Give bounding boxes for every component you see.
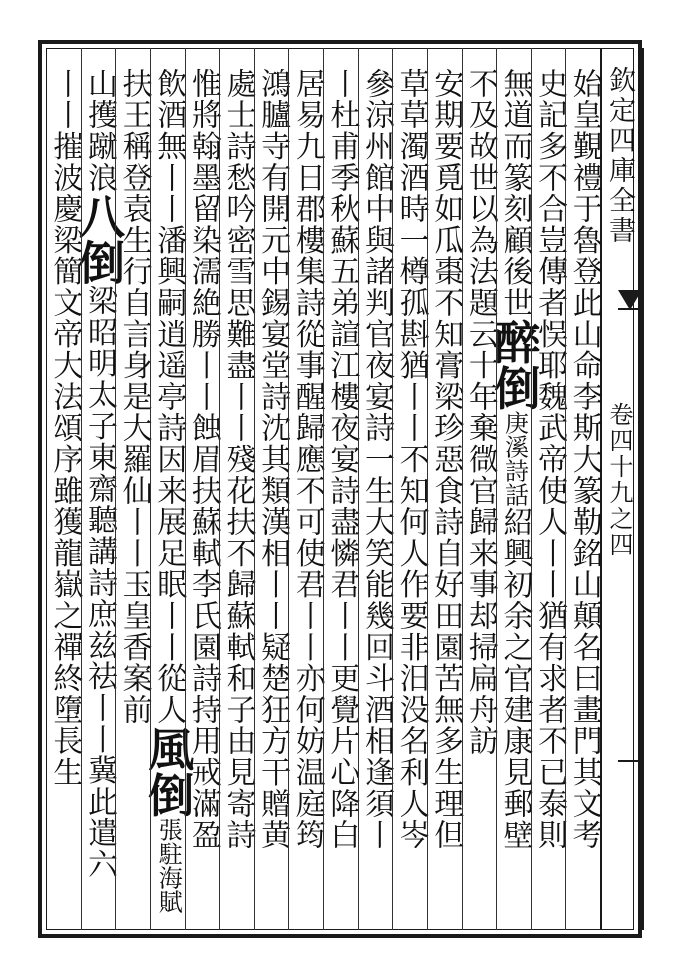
- column-divider: [323, 48, 324, 930]
- column-divider: [427, 48, 428, 930]
- margin-tick: [618, 760, 642, 762]
- text-segment: 史記多不合豈傳者悮耶魏武帝使人丨丨猶有求者不已泰則: [532, 68, 568, 851]
- column-divider: [565, 48, 566, 930]
- column-divider: [219, 48, 220, 930]
- text-segment: 始皇覲禮于魯登此山命李斯大篆勒銘山顛名曰畫門其文考: [566, 68, 602, 851]
- column-divider: [531, 48, 532, 930]
- text-segment: 飲酒無丨丨潘興嗣逍遥亭詩因来展足眠丨丨從人: [151, 68, 187, 726]
- text-segment: 丨杜甫季秋蘇五弟諠江樓夜宴詩盡憐君丨丨更覺片心降白: [324, 68, 360, 851]
- text-segment: 鴻臚寺有開元中錫宴堂詩沈其類漢相丨丨疑楚狂方干贈黄: [255, 68, 291, 851]
- text-segment: 紹興初余之官建康見郵壁: [497, 506, 533, 851]
- text-segment: 梁昭明太子東齋聽講詩庶兹祛丨丨冀此遣六: [81, 285, 117, 880]
- column-divider: [392, 48, 393, 930]
- column-divider: [150, 48, 151, 930]
- text-segment: 山擭蹴浪: [81, 68, 117, 194]
- text-segment: 丨丨摧波: [47, 68, 83, 194]
- headword: 風倒: [141, 725, 196, 818]
- text-segment: 處士詩愁吟密雪思難盡丨丨殘花扶不歸蘇軾和子由見寄詩: [220, 68, 256, 851]
- fish-tail-mark-icon: [618, 290, 642, 310]
- column-divider: [358, 48, 359, 930]
- column-divider: [115, 48, 116, 930]
- text-segment: 草草濁酒時一樽孤斟猶丨丨不知何人作要非汨没名利人岑: [393, 68, 429, 851]
- headword: 醉倒: [487, 318, 542, 411]
- column-divider: [81, 48, 82, 930]
- text-column: [42, 68, 84, 928]
- headword: 八倒: [71, 193, 126, 286]
- text-segment: 不及故世以為法: [462, 68, 498, 288]
- book-title: 欽定四庫全書: [604, 66, 635, 246]
- text-segment: 無道而篆刻顧後世: [497, 68, 533, 319]
- text-segment: 慶梁簡文帝大法頌序雖獲龍嶽之禪終墮長生: [47, 193, 83, 788]
- source-note: 張駐海賦: [154, 817, 183, 914]
- text-segment: 題云十年棄㣲官歸来事𨚫掃扁舟訪: [462, 287, 498, 757]
- fish-tail-line: [618, 308, 642, 310]
- column-divider: [462, 48, 463, 930]
- margin-rule-outer: [642, 48, 644, 930]
- volume-label: 卷四十九之四: [605, 402, 633, 558]
- text-segment: 安期要覓如瓜棗不知膏梁珍惡食詩自好田園苦無多生理但: [428, 68, 464, 851]
- text-segment: 居易九日郡樓集詩從事醒歸應不可使君丨丨亦何妨温庭筠: [289, 68, 325, 851]
- column-divider: [254, 48, 255, 930]
- text-segment: 扶王稱登袁生行自言身是大羅仙丨丨玉皇香案前: [116, 68, 152, 726]
- column-divider: [185, 48, 186, 930]
- text-segment: 惟將翰墨留染濡絶勝丨丨蝕眉扶蘇軾李氏園詩持用戒滿盈: [185, 68, 221, 851]
- column-divider: [288, 48, 289, 930]
- source-note: 庚溪詩話: [500, 410, 529, 507]
- column-divider: [496, 48, 497, 930]
- text-segment: 參涼州館中與諸判官夜宴詩一生大笑能幾回斗酒相逢須丨: [358, 68, 394, 851]
